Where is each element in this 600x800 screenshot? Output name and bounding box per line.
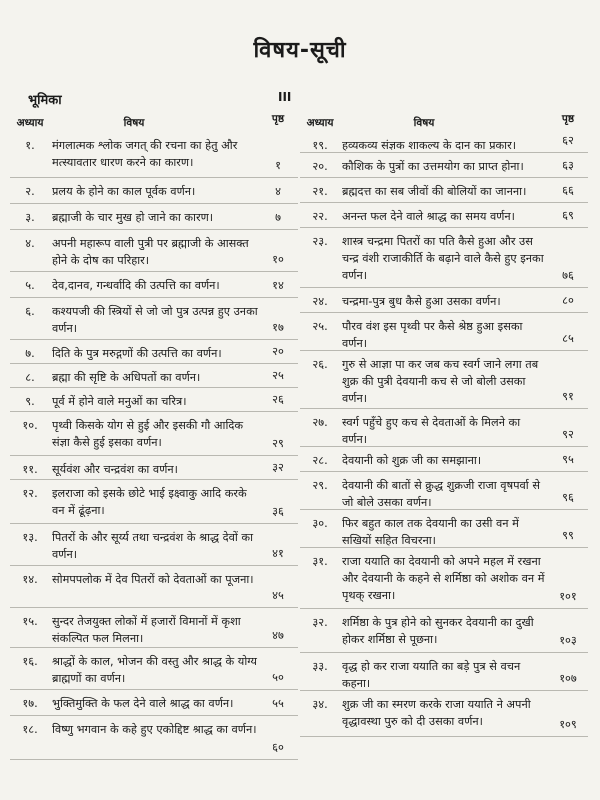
chapter-number: २१. xyxy=(312,185,328,198)
header-page: पृष्ठ xyxy=(271,113,285,125)
page-number: ४५ xyxy=(272,589,284,602)
chapter-subject: अपनी महारूप वाली पुत्री पर ब्रह्माजी के आसक्त होने के दोष का परिहार। xyxy=(52,237,249,267)
toc-entry xyxy=(300,653,588,691)
chapter-subject: हव्यकव्य संज्ञक शाकल्य के दान का प्रकार। xyxy=(342,139,517,152)
page-number: २६ xyxy=(272,393,284,406)
page-number: ३२ xyxy=(272,461,284,474)
toc-entry xyxy=(10,298,298,340)
toc-entry xyxy=(10,524,298,566)
toc-entry xyxy=(10,412,298,456)
chapter-subject: विष्णु भगवान के कहे हुए एकोद्दिष्ट श्राद्ध का वर्णन। xyxy=(52,723,257,736)
chapter-number: २३. xyxy=(312,235,328,248)
toc-entry xyxy=(10,388,298,412)
chapter-number: १९. xyxy=(312,139,328,152)
chapter-subject: कौशिक के पुत्रों का उत्तमयोग का प्राप्त होना। xyxy=(342,160,524,173)
toc-entry xyxy=(300,132,588,153)
toc-entry xyxy=(10,716,298,760)
header-subject: विषय xyxy=(123,117,145,129)
column-header-left xyxy=(10,114,298,132)
chapter-number: ३२. xyxy=(312,616,328,629)
chapter-number: २०. xyxy=(312,160,328,173)
toc-entry xyxy=(10,340,298,364)
toc-entry xyxy=(300,178,588,203)
toc-entry xyxy=(300,409,588,447)
toc-entry xyxy=(10,204,298,230)
page-number: ६३ xyxy=(562,159,574,172)
chapter-subject: देवयानी को शुक्र जी का समझाना। xyxy=(342,454,482,467)
chapter-number: १५. xyxy=(22,615,38,628)
chapter-number: ११. xyxy=(22,463,38,476)
chapter-number: ४. xyxy=(25,237,35,250)
page-number: ६९ xyxy=(562,209,574,222)
page-number: ३६ xyxy=(272,505,284,518)
page-number: ९१ xyxy=(562,390,574,403)
header-subject: विषय xyxy=(413,117,435,129)
chapter-subject: दिति के पुत्र मरुद्गणों की उत्पत्ति का वर्णन। xyxy=(52,347,222,360)
toc-entry xyxy=(10,690,298,716)
chapter-number: ७. xyxy=(25,347,35,360)
header-chapter: अध्याय xyxy=(16,117,44,129)
chapter-number: ५. xyxy=(25,279,35,292)
toc-column-left xyxy=(10,114,298,760)
toc-entry xyxy=(300,203,588,228)
page-number: ५० xyxy=(272,671,284,684)
toc-entry xyxy=(10,132,298,178)
page-number: ७६ xyxy=(562,269,574,282)
chapter-number: ३४. xyxy=(312,698,328,711)
page-number: १७ xyxy=(272,321,284,334)
chapter-number: २. xyxy=(25,185,35,198)
toc-entry xyxy=(10,230,298,272)
chapter-number: २६. xyxy=(312,358,328,371)
toc-entry xyxy=(10,456,298,480)
chapter-number: ३. xyxy=(25,211,35,224)
chapter-subject: वृद्ध हो कर राजा ययाति का बड़े पुत्र से वचन कहना। xyxy=(342,660,521,690)
page-number: १०३ xyxy=(559,634,577,647)
chapter-number: ३१. xyxy=(312,555,328,568)
page-number: ९५ xyxy=(562,453,574,466)
toc-entry xyxy=(300,510,588,548)
toc-entry xyxy=(10,608,298,648)
chapter-number: २२. xyxy=(312,210,328,223)
chapter-subject: फिर बहुत काल तक देवयानी का उसी वन में सखियों सहित विचरना। xyxy=(342,517,519,547)
page-number: ६६ xyxy=(562,184,574,197)
page-number: ९२ xyxy=(562,428,574,441)
page-number: २५ xyxy=(272,369,284,382)
chapter-subject: शास्त्र चन्द्रमा पितरों का पति कैसे हुआ और उस चन्द्र वंशी राजाकीर्ति के बढ़ाने वाले कैसे हुए इनका वर्णन। xyxy=(342,235,544,282)
chapter-subject: प्रलय के होने का काल पूर्वक वर्णन। xyxy=(52,185,196,198)
chapter-subject: देवयानी की बातों से क्रुद्ध शुक्रजी राजा वृषपर्वा से जो बोले उसका वर्णन। xyxy=(342,479,540,509)
chapter-number: १०. xyxy=(22,419,38,432)
chapter-number: २७. xyxy=(312,416,328,429)
chapter-number: ३०. xyxy=(312,517,328,530)
page-number: ४१ xyxy=(272,547,284,560)
page-number: ९९ xyxy=(562,529,574,542)
chapter-subject: सूर्यवंश और चन्द्रवंश का वर्णन। xyxy=(52,463,178,476)
chapter-number: २४. xyxy=(312,295,328,308)
chapter-number: १३. xyxy=(22,531,38,544)
page-number: ८५ xyxy=(562,332,574,345)
page-number: २९ xyxy=(272,437,284,450)
chapter-subject: पितरों के और सूर्य्य तथा चन्द्रवंश के श्राद्ध देवों का वर्णन। xyxy=(52,531,254,561)
toc-entry xyxy=(10,178,298,204)
chapter-number: १८. xyxy=(22,723,38,736)
chapter-subject: पूर्व में होने वाले मनुओं का चरित्र। xyxy=(52,395,187,408)
chapter-subject: ब्रह्मा की सृष्टि के अधिपतों का वर्णन। xyxy=(52,371,201,384)
chapter-subject: कश्यपजी की स्त्रियों से जो जो पुत्र उत्पन्न हुए उनका वर्णन। xyxy=(52,305,258,335)
chapter-number: १. xyxy=(25,139,35,152)
toc-entry xyxy=(10,480,298,524)
chapter-subject: अनन्त फल देने वाले श्राद्ध का समय वर्णन। xyxy=(342,210,515,223)
page-number: १०९ xyxy=(559,718,577,731)
chapter-subject: ब्रह्माजी के चार मुख हो जाने का कारण। xyxy=(52,211,214,224)
chapter-number: ३३. xyxy=(312,660,328,673)
page-number: ९६ xyxy=(562,491,574,504)
toc-entry xyxy=(300,313,588,351)
chapter-subject: भुक्तिमुक्ति के फल देने वाले श्राद्ध का वर्णन। xyxy=(52,697,234,710)
page-number: १० xyxy=(272,253,284,266)
page-number: ६२ xyxy=(562,134,574,147)
toc-entry xyxy=(10,566,298,608)
chapter-subject: श्राद्धों के काल, भोजन की वस्तु और श्राद्ध के योग्य ब्राह्मणों का वर्णन। xyxy=(52,655,257,685)
page-number: ४ xyxy=(275,185,281,198)
chapter-subject: स्वर्ग पहुँचे हुए कच से देवताओं के मिलने का वर्णन। xyxy=(342,416,521,446)
column-header-right xyxy=(300,114,588,132)
page-number: ६० xyxy=(272,741,284,754)
toc-entry xyxy=(300,691,588,737)
chapter-subject: देव,दानव, गन्धर्वादि की उत्पत्ति का वर्णन। xyxy=(52,279,220,292)
preface-page-number: III xyxy=(278,90,292,104)
toc-entry xyxy=(300,228,588,288)
chapter-number: ६. xyxy=(25,305,35,318)
chapter-subject: गुरु से आज्ञा पा कर जब कच स्वर्ग जाने लगा तब शुक्र की पुत्री देवयानी कच से जो बोली उसका वर्णन। xyxy=(342,358,539,405)
toc-entry xyxy=(300,153,588,178)
chapter-number: १२. xyxy=(22,487,38,500)
chapter-number: ९. xyxy=(25,395,35,408)
toc-entry xyxy=(10,648,298,690)
toc-entry xyxy=(300,472,588,510)
chapter-number: १४. xyxy=(22,573,38,586)
page-number: १४ xyxy=(272,279,284,292)
page-number: ४७ xyxy=(272,629,284,642)
header-chapter: अध्याय xyxy=(306,117,334,129)
chapter-subject: ब्रह्मदत्त का सब जीवों की बोलियों का जानना। xyxy=(342,185,527,198)
toc-entry xyxy=(300,548,588,609)
header-page: पृष्ठ xyxy=(561,113,575,125)
chapter-subject: राजा ययाति का देवयानी को अपने महल में रखना और देवयानी के कहने से शर्मिष्ठा को अशोक वन में पृथक् रखना। xyxy=(342,555,545,602)
page-number: ५५ xyxy=(272,697,284,710)
chapter-number: २५. xyxy=(312,320,328,333)
chapter-subject: पौरव वंश इस पृथ्वी पर कैसे श्रेष्ठ हुआ इसका वर्णन। xyxy=(342,320,523,350)
chapter-subject: शुक्र जी का स्मरण करके राजा ययाति ने अपनी वृद्धावस्था पुरु को दी उसका वर्णन। xyxy=(342,698,531,728)
chapter-subject: पृथ्वी किसके योग से हुई और इसकी गौ आदिक संज्ञा कैसे हुई इसका वर्णन। xyxy=(52,419,244,449)
toc-entry xyxy=(300,288,588,313)
page-number: ८० xyxy=(562,294,574,307)
chapter-subject: चन्द्रमा-पुत्र बुध कैसे हुआ उसका वर्णन। xyxy=(342,295,501,308)
page-number: ७ xyxy=(275,211,281,224)
chapter-number: २८. xyxy=(312,454,328,467)
toc-entry xyxy=(300,609,588,653)
page-number: २० xyxy=(272,345,284,358)
chapter-number: १६. xyxy=(22,655,38,668)
chapter-subject: सुन्दर तेजयुक्त लोकों में हजारों विमानों में कृशा संकल्पित फल मिलना। xyxy=(52,615,241,645)
chapter-subject: मंगलात्मक श्लोक जगत् की रचना का हेतु और मत्स्यावतार धारण करने का कारण। xyxy=(52,139,238,169)
toc-entry xyxy=(10,272,298,298)
chapter-number: ८. xyxy=(25,371,35,384)
chapter-subject: शर्मिष्ठा के पुत्र होने को सुनकर देवयानी का दुखी होकर शर्मिष्ठा से पूछना। xyxy=(342,616,534,646)
chapter-number: २९. xyxy=(312,479,328,492)
chapter-subject: सोमपपलोक में देव पितरों को देवताओं का पूजना। xyxy=(52,573,254,586)
preface-label: भूमिका xyxy=(28,93,62,108)
toc-entry xyxy=(10,364,298,388)
toc-entry xyxy=(300,351,588,409)
page-number: १०१ xyxy=(559,590,577,603)
page-title: विषय-सूची xyxy=(253,38,347,63)
chapter-subject: इलराजा को इसके छोटे भाई इक्ष्वाकु आदि करके वन में ढूंढ़ना। xyxy=(52,487,247,517)
page-number: १ xyxy=(275,159,281,172)
toc-entry xyxy=(300,447,588,472)
toc-column-right xyxy=(300,114,588,737)
chapter-number: १७. xyxy=(22,697,38,710)
page-number: १०७ xyxy=(559,672,577,685)
